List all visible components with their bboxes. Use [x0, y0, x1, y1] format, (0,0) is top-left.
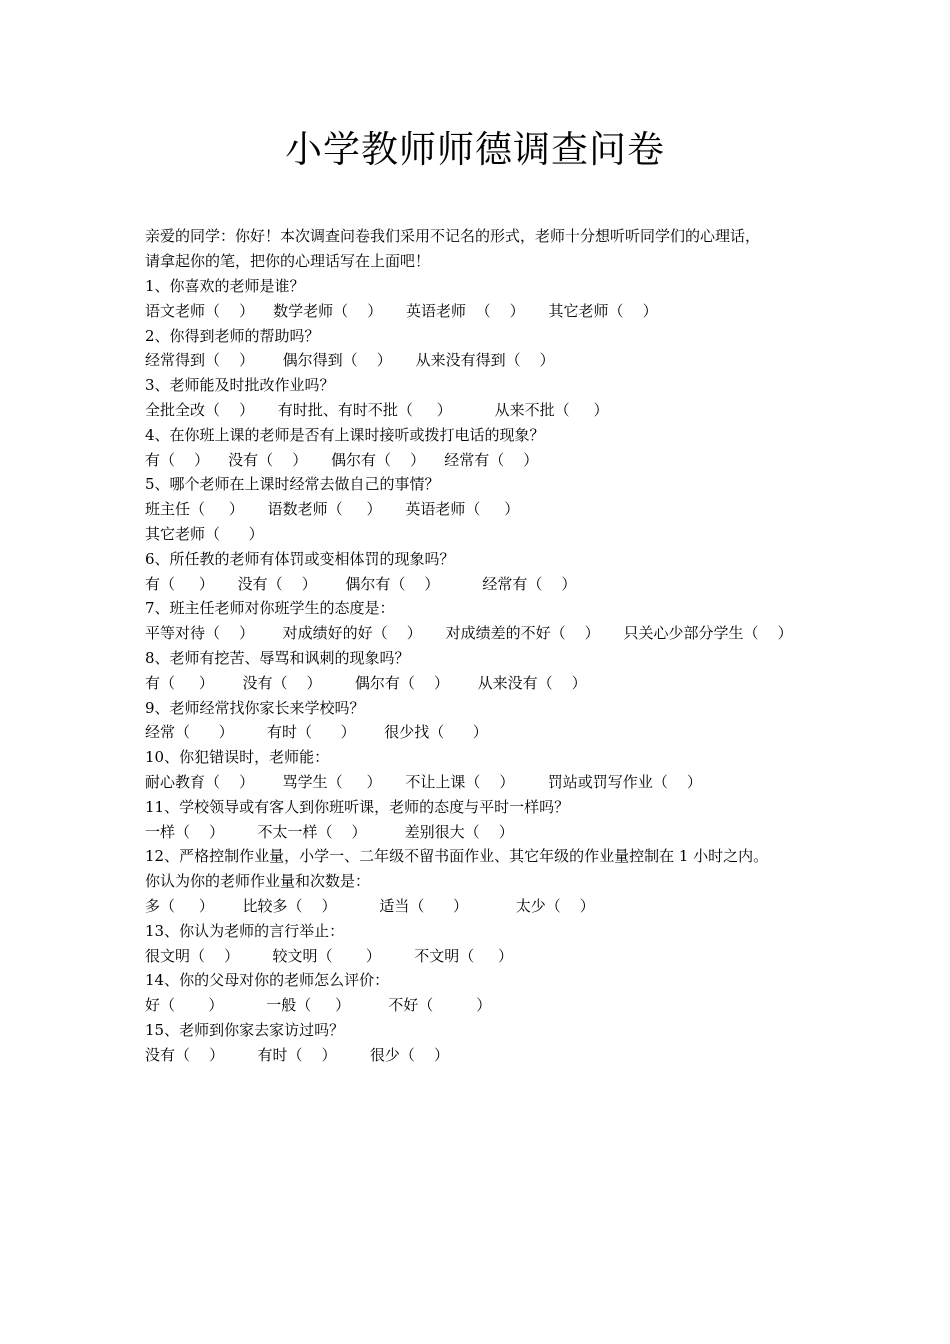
- question-text: 9、老师经常找你家长来学校吗？: [145, 698, 365, 717]
- question-text: 4、在你班上课的老师是否有上课时接听或拨打电话的现象？: [145, 425, 545, 444]
- answer-options: 耐心教育（ ） 骂学生（ ） 不让上课（ ） 罚站或罚写作业（ ）: [145, 772, 702, 791]
- question-text: 6、所任教的老师有体罚或变相体罚的现象吗？: [145, 549, 455, 568]
- question-text: 15、老师到你家去家访过吗？: [145, 1020, 345, 1039]
- question-text: 13、你认为老师的言行举止：: [145, 921, 345, 940]
- answer-options: 一样（ ） 不太一样（ ） 差别很大（ ）: [145, 822, 514, 841]
- questionnaire-body: [145, 274, 845, 1068]
- answer-options: 好（ ） 一般（ ） 不好（ ）: [145, 996, 492, 1015]
- answer-options: 全批全改（ ） 有时批、有时不批（ ） 从来不批（ ）: [145, 400, 609, 419]
- question-text: 10、你犯错误时，老师能：: [145, 748, 330, 767]
- answer-options: 平等对待（ ） 对成绩好的好（ ） 对成绩差的不好（ ） 只关心少部分学生（ ）: [145, 624, 793, 643]
- question-text: 12、严格控制作业量，小学一、二年级不留书面作业、其它年级的作业量控制在 1 小时之内。: [145, 847, 769, 866]
- intro-line: 亲爱的同学：你好！本次调查问卷我们采用不记名的形式，老师十分想听听同学们的心理话，: [145, 227, 761, 245]
- intro-line: 请拿起你的笔，把你的心理话写在上面吧！: [145, 252, 431, 270]
- question-text: 2、你得到老师的帮助吗？: [145, 326, 320, 345]
- question-text: 你认为你的老师作业量和次数是：: [145, 872, 371, 891]
- answer-options: 经常得到（ ） 偶尔得到（ ） 从来没有得到（ ）: [145, 351, 555, 370]
- answer-options: 其它老师（ ）: [145, 524, 264, 543]
- answer-options: 有（ ） 没有（ ） 偶尔有（ ） 从来没有（ ）: [145, 673, 587, 692]
- answer-options: 班主任（ ） 语数老师（ ） 英语老师（ ）: [145, 500, 520, 519]
- question-text: 5、哪个老师在上课时经常去做自己的事情？: [145, 475, 440, 494]
- question-text: 3、老师能及时批改作业吗？: [145, 376, 335, 395]
- question-text: 11、学校领导或有客人到你班听课，老师的态度与平时一样吗？: [145, 797, 570, 816]
- answer-options: 有（ ） 没有（ ） 偶尔有（ ） 经常有（ ）: [145, 574, 577, 593]
- answer-options: 有（ ） 没有（ ） 偶尔有（ ） 经常有（ ）: [145, 450, 539, 469]
- answer-options: 多（ ） 比较多（ ） 适当（ ） 太少（ ）: [145, 896, 595, 915]
- question-text: 14、你的父母对你的老师怎么评价：: [145, 971, 390, 990]
- document-title: 小学教师师德调查问卷: [285, 128, 665, 171]
- answer-options: 语文老师（ ） 数学老师（ ） 英语老师 （ ） 其它老师（ ）: [145, 301, 658, 320]
- answer-options: 没有（ ） 有时（ ） 很少（ ）: [145, 1045, 449, 1064]
- answer-options: 经常（ ） 有时（ ） 很少找（ ）: [145, 723, 488, 742]
- intro-paragraph: [145, 224, 835, 274]
- question-text: 1、你喜欢的老师是谁？: [145, 277, 305, 295]
- question-text: 7、班主任老师对你班学生的态度是：: [145, 599, 395, 618]
- answer-options: 很文明（ ） 较文明（ ） 不文明（ ）: [145, 946, 514, 965]
- question-text: 8、老师有挖苦、辱骂和讽刺的现象吗？: [145, 648, 410, 667]
